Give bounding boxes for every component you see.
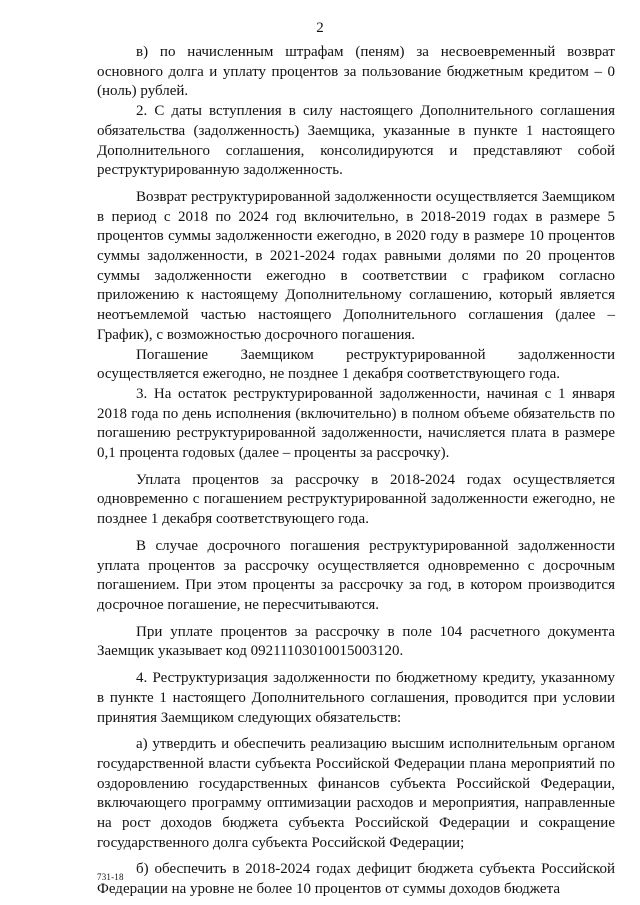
paragraph-2-consolidation: 2. С даты вступления в силу настоящего Дополнительного соглашения обязательства (задолженность) Заемщика, указанные в пункте 1 настоящего Дополнительного соглашения, консолидируются и представляют собой реструктурированную задолженность. [97, 103, 615, 179]
paragraph-4a-plan: а) утвердить и обеспечить реализацию высшим исполнительным органом государственной власти субъекта Российской Федерации плана мероприятий по оздоровлению государственных финансов субъекта Российской Федерации, включающего программу оптимизации расходов и мероприятия, направленные на рост доходов бюджета субъекта Российской Федерации и сокращение государственного долга субъекта Российской Федерации; [97, 736, 615, 851]
paragraph-1v-fines: в) по начисленным штрафам (пеням) за несвоевременный возврат основного долга и уплату процентов за пользование бюджетным кредитом – 0 (ноль) рублей. [97, 44, 615, 100]
footer-document-code: 731-18 [97, 872, 124, 882]
paragraph-early-repayment: В случае досрочного погашения реструктурированной задолженности уплата процентов за рассрочку осуществляется одновременно с досрочным погашением. При этом проценты за рассрочку за год, в котором производится досрочное погашение, не пересчитываются. [97, 537, 615, 613]
paragraph-4b-deficit: б) обеспечить в 2018-2024 годах дефицит бюджета субъекта Российской Федерации на уровне не более 10 процентов от суммы доходов бюджета [97, 861, 615, 898]
paragraph-payment-code: При уплате процентов за рассрочку в поле 104 расчетного документа Заемщик указывает код 09211103010015003120. [97, 623, 615, 660]
paragraph-annual-repayment: Погашение Заемщиком реструктурированной задолженности осуществляется ежегодно, не позднее 1 декабря соответствующего года. [97, 346, 615, 383]
document-body [97, 43, 615, 900]
paragraph-repayment-schedule: Возврат реструктурированной задолженности осуществляется Заемщиком в период с 2018 по 2024 год включительно, в 2018-2019 годах в размере 5 процентов суммы задолженности ежегодно, в 2020 году в размере 10 процентов суммы задолженности, в 2021-2024 годах равными долями по 20 процентов суммы задолженности ежегодно в соответствии с графиком согласно приложению к настоящему Дополнительному соглашению, который является неотъемлемой частью настоящего Дополнительного соглашения (далее – График), с возможностью досрочного погашения. [97, 188, 615, 343]
paragraph-interest-payment: Уплата процентов за рассрочку в 2018-2024 годах осуществляется одновременно с погашением реструктурированной задолженности ежегодно, не позднее 1 декабря соответствующего года. [97, 471, 615, 528]
paragraph-3-interest: 3. На остаток реструктурированной задолженности, начиная с 1 января 2018 года по день исполнения (включительно) в полном объеме обязательств по погашению реструктурированной задолженности, начисляется плата в размере 0,1 процента годовых (далее – проценты за рассрочку). [97, 385, 615, 462]
page-number: 2 [316, 20, 324, 36]
paragraph-4-conditions: 4. Реструктуризация задолженности по бюджетному кредиту, указанному в пункте 1 настоящего Дополнительного соглашения, проводится при условии принятия Заемщиком следующих обязательств: [97, 670, 615, 726]
